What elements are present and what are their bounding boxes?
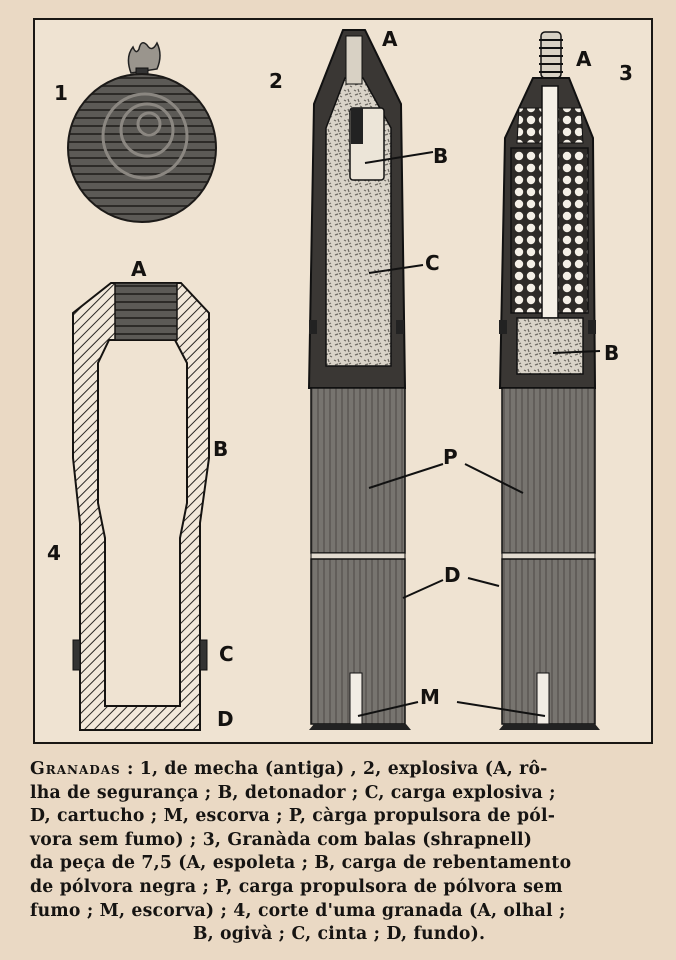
bomb-mecha-drawing bbox=[68, 43, 216, 222]
caption-title: Granadas bbox=[30, 759, 121, 779]
label-p: P bbox=[443, 445, 458, 469]
caption-line-6: de pólvora negra ; P, carga propulsora de pólvora sem bbox=[30, 876, 563, 897]
figure-number-4: 4 bbox=[47, 541, 61, 565]
figure-number-2: 2 bbox=[269, 69, 283, 93]
caption-line-7: fumo ; M, escorva) ; 4, corte d'uma granada (A, olhal ; bbox=[30, 900, 566, 921]
fig4-label-a: A bbox=[131, 257, 147, 281]
fig3-label-b: B bbox=[604, 341, 620, 365]
figure-number-1: 1 bbox=[54, 81, 68, 105]
caption-line-1: Granadas : 1, de mecha (antiga) , 2, explosiva (A, rô- bbox=[30, 759, 548, 779]
caption-line-8: B, ogivà ; C, cinta ; D, fundo). bbox=[192, 924, 486, 945]
fig2-label-a: A bbox=[382, 27, 398, 51]
figure-number-3: 3 bbox=[619, 61, 633, 85]
caption-line-3: D, cartucho ; M, escorva ; P, càrga propulsora de pól- bbox=[30, 806, 556, 827]
shell-explosiva-drawing bbox=[309, 30, 411, 730]
fig4-label-b: B bbox=[213, 437, 229, 461]
fig2-label-c: C bbox=[425, 251, 440, 275]
shell-cut-drawing bbox=[73, 283, 209, 730]
caption-line-4: vora sem fumo) ; 3, Granàda com balas (shrapnell) bbox=[30, 829, 533, 850]
fig3-label-a: A bbox=[576, 47, 592, 71]
caption-line-2: lha de segurança ; B, detonador ; C, carga explosiva ; bbox=[30, 782, 556, 803]
shell-shrapnell-drawing bbox=[499, 32, 600, 730]
fig4-label-c: C bbox=[219, 642, 234, 666]
fig4-label-d: D bbox=[217, 707, 234, 731]
caption-line-5: da peça de 7,5 (A, espoleta ; B, carga de rebentamento bbox=[30, 853, 572, 874]
figure-caption bbox=[30, 758, 648, 947]
label-m: M bbox=[420, 685, 440, 709]
granadas-illustration bbox=[33, 18, 653, 744]
fig2-label-b: B bbox=[433, 144, 449, 168]
label-d: D bbox=[444, 563, 461, 587]
